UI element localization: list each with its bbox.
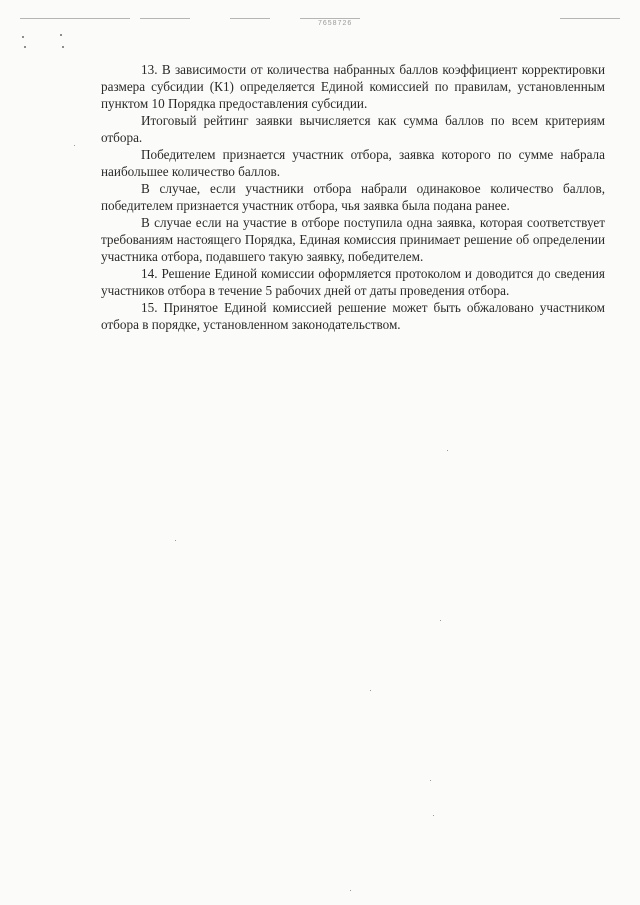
scan-speck — [370, 690, 371, 691]
paragraph-rating: Итоговый рейтинг заявки вычисляется как сумма баллов по всем критериям отбора. — [101, 113, 605, 145]
paragraph-tie: В случае, если участники отбора набрали одинаковое количество баллов, победителем признается участник отбора, чья заявка была подана ранее. — [101, 181, 605, 213]
paragraph-winner: Победителем признается участник отбора, заявка которого по сумме набрала наибольшее количество баллов. — [101, 147, 605, 179]
scan-artifact-dot — [62, 46, 64, 48]
scan-speck — [74, 145, 75, 146]
scan-artifact-line — [140, 18, 190, 19]
scan-speck — [175, 540, 176, 541]
scan-speck — [440, 620, 441, 621]
paragraph-14: 14. Решение Единой комиссии оформляется протоколом и доводится до сведения участников отбора в течение 5 рабочих дней от даты проведения отбора. — [101, 266, 605, 298]
scan-speck — [350, 890, 351, 891]
scan-artifact-dot — [22, 36, 24, 38]
scan-artifact-line — [300, 18, 360, 19]
scan-artifact-line — [230, 18, 270, 19]
scan-artifact-line — [560, 18, 620, 19]
scan-artifact-line — [20, 18, 130, 19]
scan-speck — [430, 780, 431, 781]
paragraph-15: 15. Принятое Единой комиссией решение может быть обжаловано участником отбора в порядке, установленном законодательством. — [101, 300, 605, 332]
scan-stamp-text: 7658726 — [318, 20, 353, 27]
scan-speck — [447, 450, 448, 451]
scan-artifact-dot — [60, 34, 62, 36]
paragraph-13: 13. В зависимости от количества набранных баллов коэффициент корректировки размера субсидии (К1) определяется Единой комиссией по правилам, установленным пунктом 10 Порядка предоставления субсидии. — [101, 62, 605, 111]
scan-speck — [433, 815, 434, 816]
document-body — [101, 61, 605, 333]
paragraph-single-application: В случае если на участие в отборе поступила одна заявка, которая соответствует требованиям настоящего Порядка, Единая комиссия принимает решение об определении участника отбора, подавшего такую заявку, победителем. — [101, 215, 605, 264]
scan-artifact-dot — [24, 46, 26, 48]
